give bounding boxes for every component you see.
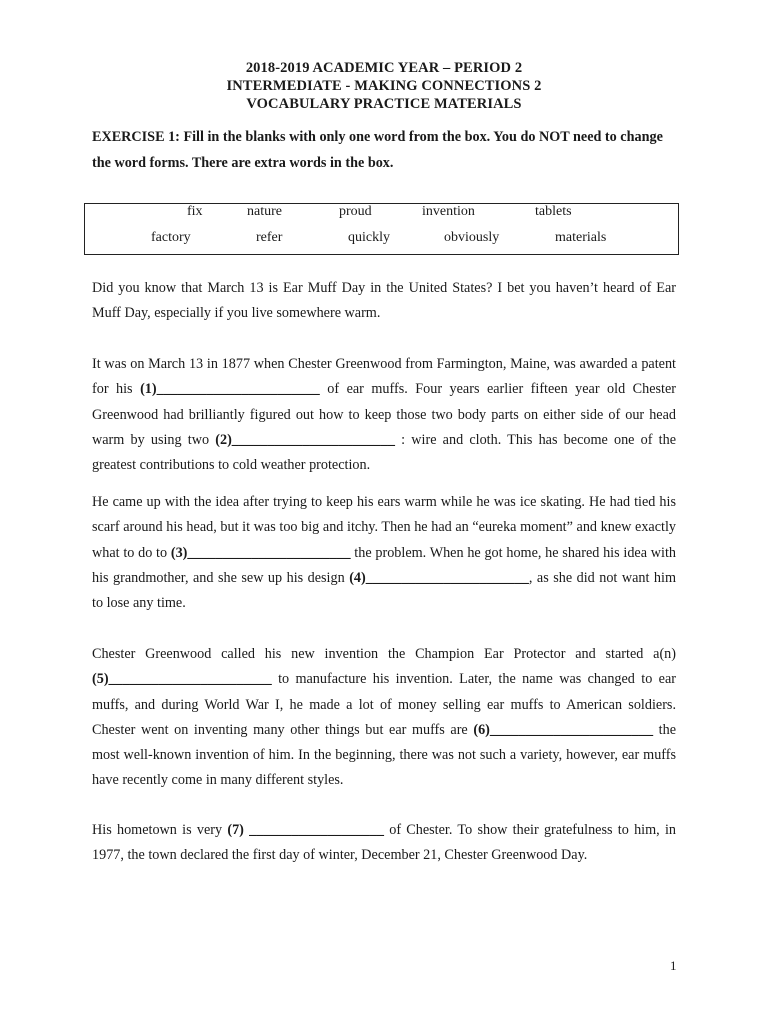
blank-4: (4)_______________________ [349,569,529,586]
word-box-item: nature [247,204,282,219]
paragraph-5 [92,818,676,869]
word-box-item: proud [339,204,372,219]
blank-5: (5)_______________________ [92,671,272,688]
paragraph-text: the problem. When he got home, he shared his idea with his grandmother, and she sew up his design [92,544,676,586]
word-box-item: factory [151,230,191,245]
blank-2: (2)_______________________ [215,431,395,448]
title-line-3: VOCABULARY PRACTICE MATERIALS [246,96,522,112]
exercise-instruction: EXERCISE 1: Fill in the blanks with only one word from the box. You do NOT need to change the word forms. There are extra words in the box. [92,129,663,171]
blank-6: (6)_______________________ [473,721,654,738]
word-box-item: fix [187,204,203,219]
word-box-item: refer [256,230,283,245]
paragraph-text: : wire and cloth. This has become one of the greatest contributions to cold weather protection. [92,431,676,474]
word-box-item: tablets [535,204,572,219]
word-box-item: obviously [444,230,500,245]
paragraph-text: Did you know that March 13 is Ear Muff Day in the United States? I bet you haven’t heard of Ear Muff Day, especially if you live somewhere warm. [92,280,676,322]
paragraph-text: of ear muffs. Four years earlier fifteen year old Chester Greenwood had brilliantly figured out how to keep those two body parts on either side of our head warm by using two [92,381,676,448]
word-box [84,203,679,255]
paragraph-text: His hometown is very [92,822,228,838]
paragraph-text: to manufacture his invention. Later, the name was changed to ear muffs, and during World War I, he made a lot of money selling ear muffs to American soldiers. Chester went on inventing many other things but ear muffs are [92,671,676,738]
paragraph-text: , as she did not want him to lose any time. [92,569,677,612]
paragraph-text: It was on March 13 in 1877 when Chester Greenwood from Farmington, Maine, was awarded a patent for his [92,356,676,398]
blank-7: (7) ___________________ [227,822,384,838]
word-box-item: invention [422,204,475,219]
paragraph-3 [92,490,676,616]
blank-1: (1)_______________________ [140,381,320,398]
title-line-2: INTERMEDIATE - MAKING CONNECTIONS 2 [226,78,542,94]
paragraph-4 [92,642,676,794]
blank-3: (3)_______________________ [170,544,351,561]
word-box-item: materials [555,230,607,245]
title-line-1: 2018-2019 ACADEMIC YEAR – PERIOD 2 [245,60,523,76]
paragraph-text: of Chester. To show their gratefulness to him, in 1977, the town declared the first day of winter, December 21, Chester Greenwood Day. [92,822,676,864]
paragraph-2 [92,352,676,478]
paragraph-text: He came up with the idea after trying to keep his ears warm while he was ice skating. He had tied his scarf around his head, but it was too big and itchy. Then he had an “eureka moment” and knew exactly what to do to [92,494,676,561]
paragraph-text: the most well-known invention of him. In the beginning, there was not such a variety, however, ear muffs have recently come in many different styles. [92,721,676,789]
page-number: 1 [670,958,677,973]
word-box-item: quickly [348,230,390,245]
paragraph-1 [92,276,676,327]
paragraph-text: Chester Greenwood called his new invention the Champion Ear Protector and started a(n) [92,646,676,662]
